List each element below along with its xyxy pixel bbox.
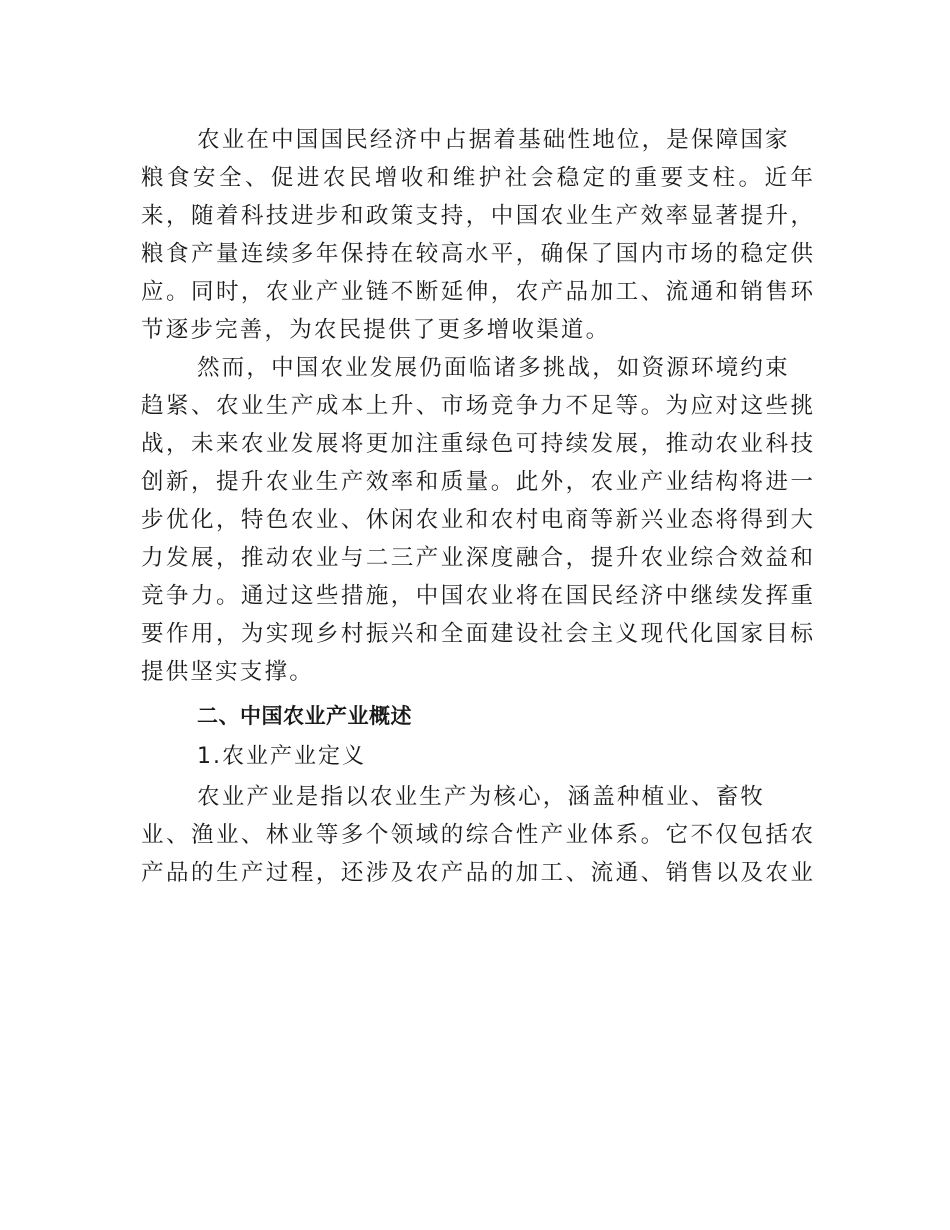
paragraph-line: 应。同时，农业产业链不断延伸，农产品加工、流通和销售环 <box>141 279 813 305</box>
paragraph-line: 粮食产量连续多年保持在较高水平，确保了国内市场的稳定供 <box>141 241 813 267</box>
subsection-heading: 1.农业产业定义 <box>197 744 366 769</box>
paragraph-line: 然而，中国农业发展仍面临诸多挑战，如资源环境约束 <box>197 355 790 381</box>
paragraph-line: 粮食安全、促进农民增收和维护社会稳定的重要支柱。近年 <box>141 165 813 191</box>
paragraph-line: 节逐步完善，为农民提供了更多增收渠道。 <box>141 317 611 343</box>
section-heading: 二、中国农业产业概述 <box>197 704 412 728</box>
paragraph-line: 战，未来农业发展将更加注重绿色可持续发展，推动农业科技 <box>141 431 813 457</box>
paragraph-line: 农业在中国国民经济中占据着基础性地位，是保障国家 <box>197 127 790 153</box>
paragraph-line: 要作用，为实现乡村振兴和全面建设社会主义现代化国家目标 <box>141 621 813 647</box>
document-body <box>141 121 813 892</box>
paragraph-line: 竞争力。通过这些措施，中国农业将在国民经济中继续发挥重 <box>141 583 813 609</box>
paragraph-agriculture-challenges <box>141 349 813 691</box>
paragraph-line: 业、渔业、林业等多个领域的综合性产业体系。它不仅包括农 <box>141 822 813 848</box>
paragraph-line: 产品的生产过程，还涉及农产品的加工、流通、销售以及农业 <box>141 860 813 886</box>
paragraph-line: 提供坚实支撑。 <box>141 659 314 685</box>
paragraph-industry-definition <box>141 778 813 892</box>
paragraph-line: 来，随着科技进步和政策支持，中国农业生产效率显著提升， <box>141 203 813 229</box>
paragraph-line: 农业产业是指以农业生产为核心，涵盖种植业、畜牧 <box>197 784 766 810</box>
paragraph-agriculture-status <box>141 121 813 349</box>
paragraph-line: 趋紧、农业生产成本上升、市场竞争力不足等。为应对这些挑 <box>141 393 813 419</box>
paragraph-line: 力发展，推动农业与二三产业深度融合，提升农业综合效益和 <box>141 545 813 571</box>
paragraph-line: 步优化，特色农业、休闲农业和农村电商等新兴业态将得到大 <box>141 507 813 533</box>
paragraph-line: 创新，提升农业生产效率和质量。此外，农业产业结构将进一 <box>141 469 813 495</box>
